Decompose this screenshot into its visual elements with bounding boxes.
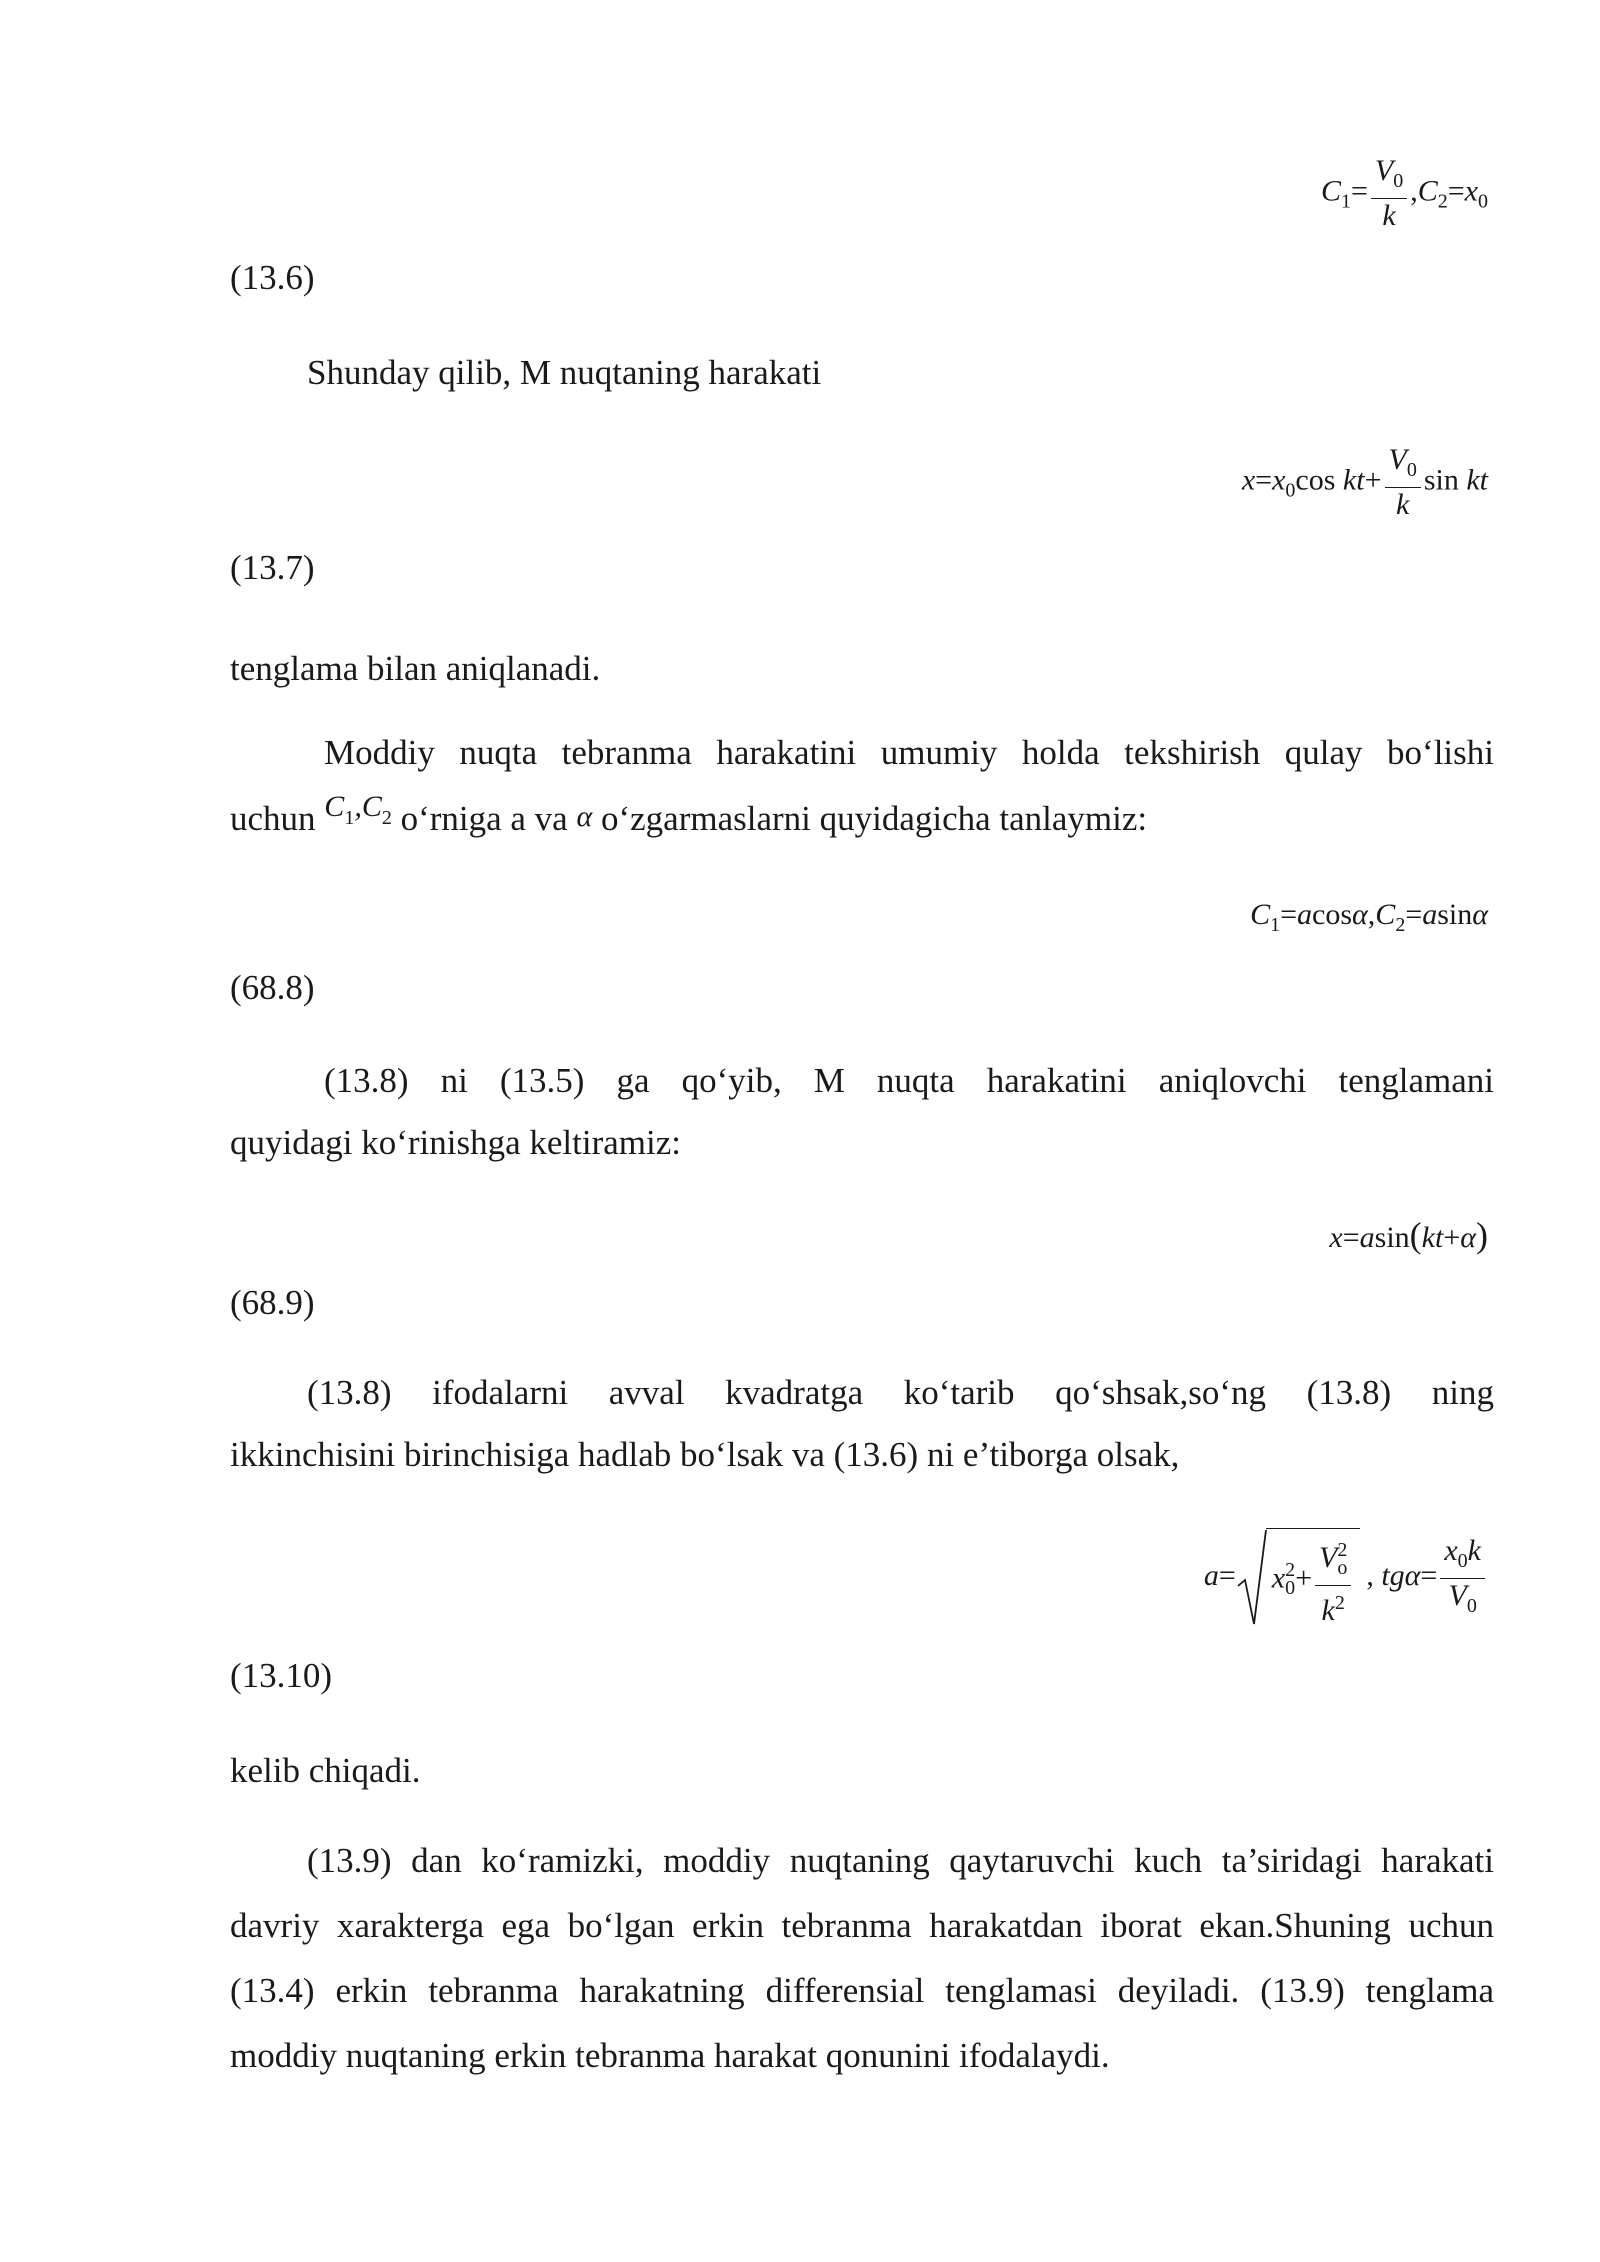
subscript: 2 <box>1395 914 1406 936</box>
text-line: quyidagi ko‘rinishga keltiramiz: <box>230 1123 682 1162</box>
text: uchun <box>230 799 325 838</box>
var-c2: C <box>1417 174 1438 208</box>
text: Shunday qilib, M nuqtaning harakati <box>307 353 822 392</box>
text-line: (13.8) ifodalarni avval kvadratga ko‘tarib qo‘shsak,so‘ng (13.8) ning <box>307 1373 1494 1412</box>
formula-constants-substitution <box>1250 898 1488 937</box>
formula-amplitude-phase <box>1204 1528 1488 1628</box>
var-v: V <box>1319 1541 1338 1574</box>
var-x: x <box>1241 463 1256 497</box>
var-a: a <box>1297 898 1313 931</box>
cos-function: cos <box>1312 898 1353 931</box>
sin-function: sin <box>1374 1221 1410 1254</box>
var-alpha: α <box>1352 898 1368 931</box>
var-a: a <box>1422 898 1438 931</box>
paragraph-result <box>230 1738 1494 1804</box>
paragraph-choose-constants <box>230 720 1494 865</box>
text-line <box>230 786 1494 865</box>
subscript: 1 <box>344 807 355 829</box>
var-x: x <box>1329 1221 1343 1254</box>
subscript: 2 <box>381 807 392 829</box>
var-v: V <box>1388 443 1407 476</box>
var-kt: kt <box>1342 463 1365 497</box>
fraction-x0k-over-v0 <box>1440 1534 1485 1623</box>
paragraph-determined <box>230 636 1494 702</box>
equals-sign: = <box>1405 898 1423 931</box>
equals-sign: = <box>1255 463 1273 497</box>
equation-number: (13.10) <box>230 1656 333 1695</box>
var-c1: C <box>1320 174 1341 208</box>
paragraph-substitution <box>230 1048 1494 1176</box>
equation-number: (68.9) <box>230 1283 315 1322</box>
equation-number: (13.7) <box>230 548 315 587</box>
var-alpha: α <box>1460 1221 1476 1254</box>
formula-initial-constants <box>1321 154 1488 233</box>
superscript: 2 <box>1334 1592 1345 1614</box>
var-c1: C <box>324 790 345 823</box>
var-v: V <box>1374 154 1394 187</box>
text-line: (13.4) erkin tebranma harakatning differensial tenglamasi deyiladi. (13.9) tenglama <box>230 1971 1494 2010</box>
formula-motion-equation <box>1242 443 1488 522</box>
var-alpha: α <box>576 800 593 833</box>
var-kt: kt <box>1421 1221 1444 1254</box>
equals-sign: = <box>1280 898 1298 931</box>
comma: , <box>1410 174 1418 208</box>
subscript: 1 <box>1270 914 1281 936</box>
sin-function: sin <box>1437 898 1473 931</box>
equals-sign: = <box>1447 174 1465 208</box>
text: o‘rniga a va <box>391 799 577 838</box>
equation-number: (68.8) <box>230 968 315 1007</box>
equals-sign: = <box>1420 1558 1438 1592</box>
comma: , <box>1367 898 1376 931</box>
var-k: k <box>1382 199 1396 232</box>
left-paren: ( <box>1409 1215 1422 1255</box>
text-line: moddiy nuqtaning erkin tebranma harakat qonunini ifodalaydi. <box>230 2036 1110 2075</box>
fraction-v0-over-k <box>1371 154 1407 233</box>
fraction-v0-over-k <box>1385 443 1421 522</box>
var-kt: kt <box>1466 463 1488 497</box>
var-c2: C <box>1375 898 1396 931</box>
text-line: davriy xarakterga ega bo‘lgan erkin tebranma harakatdan iborat ekan.Shuning uchun <box>230 1906 1494 1945</box>
subscript: 0 <box>1393 170 1404 192</box>
comma: , <box>1366 1558 1374 1592</box>
equals-sign: = <box>1342 1221 1360 1254</box>
subscript: 0 <box>1478 190 1488 213</box>
equals-sign: = <box>1218 1558 1236 1592</box>
cos-function: cos <box>1295 463 1336 497</box>
subscript: 0 <box>1457 1549 1468 1572</box>
var-k: k <box>1467 1533 1481 1567</box>
subscript: 1 <box>1340 190 1351 213</box>
var-k: k <box>1396 488 1410 521</box>
plus-sign: + <box>1364 463 1382 497</box>
comma: , <box>354 790 362 823</box>
var-c1: C <box>1250 898 1271 931</box>
text-line: Moddiy nuqta tebranma harakatini umumiy holda tekshirish qulay bo‘lishi <box>324 733 1494 772</box>
equation-number: (13.6) <box>230 258 315 297</box>
subscript: 0 <box>1406 459 1417 481</box>
var-x: x <box>1464 174 1478 208</box>
text-line: (13.8) ni (13.5) ga qo‘yib, M nuqta harakatini aniqlovchi tenglamani <box>324 1061 1494 1100</box>
superscript: 2 <box>1337 1539 1348 1561</box>
var-alpha: α <box>1404 1558 1421 1592</box>
var-v: V <box>1448 1578 1467 1612</box>
subscript: 0 <box>1285 1577 1296 1600</box>
tg-function: tg <box>1381 1558 1405 1592</box>
var-x: x <box>1444 1533 1458 1567</box>
text: o‘zgarmaslarni quyidagicha tanlaymiz: <box>592 799 1148 838</box>
text-line: ikkinchisini birinchisiga hadlab bo‘lsak va (13.6) ni e’tiborga olsak, <box>230 1435 1180 1474</box>
text: kelib chiqadi. <box>230 1751 421 1790</box>
var-a: a <box>1203 1558 1219 1592</box>
text: tenglama bilan aniqlanadi. <box>230 649 601 688</box>
equals-sign: = <box>1350 174 1368 208</box>
plus-sign: + <box>1443 1221 1461 1254</box>
right-paren: ) <box>1476 1215 1488 1255</box>
subscript: 2 <box>1437 190 1448 213</box>
formula-harmonic-motion <box>1329 1214 1488 1256</box>
square-root <box>1236 1528 1361 1628</box>
fraction-vo2-over-k2 <box>1315 1533 1351 1628</box>
paragraph-conclusion <box>230 1828 1494 2089</box>
var-x: x <box>1271 1561 1286 1595</box>
paragraph-motion-intro <box>307 340 1507 406</box>
plus-sign: + <box>1295 1561 1312 1595</box>
superscript: 2 <box>1285 1559 1296 1582</box>
sin-function: sin <box>1423 463 1459 497</box>
text-line: (13.9) dan ko‘ramizki, moddiy nuqtaning qaytaruvchi kuch ta’siridagi harakati <box>307 1841 1494 1880</box>
subscript: o <box>1337 1557 1348 1579</box>
var-c2: C <box>361 790 382 823</box>
var-x0: x <box>1272 463 1286 497</box>
paragraph-squaring <box>230 1360 1494 1488</box>
var-k: k <box>1321 1594 1335 1627</box>
var-alpha: α <box>1472 898 1488 931</box>
var-a: a <box>1359 1221 1375 1254</box>
subscript: 0 <box>1285 479 1296 502</box>
subscript: 0 <box>1466 1594 1477 1617</box>
